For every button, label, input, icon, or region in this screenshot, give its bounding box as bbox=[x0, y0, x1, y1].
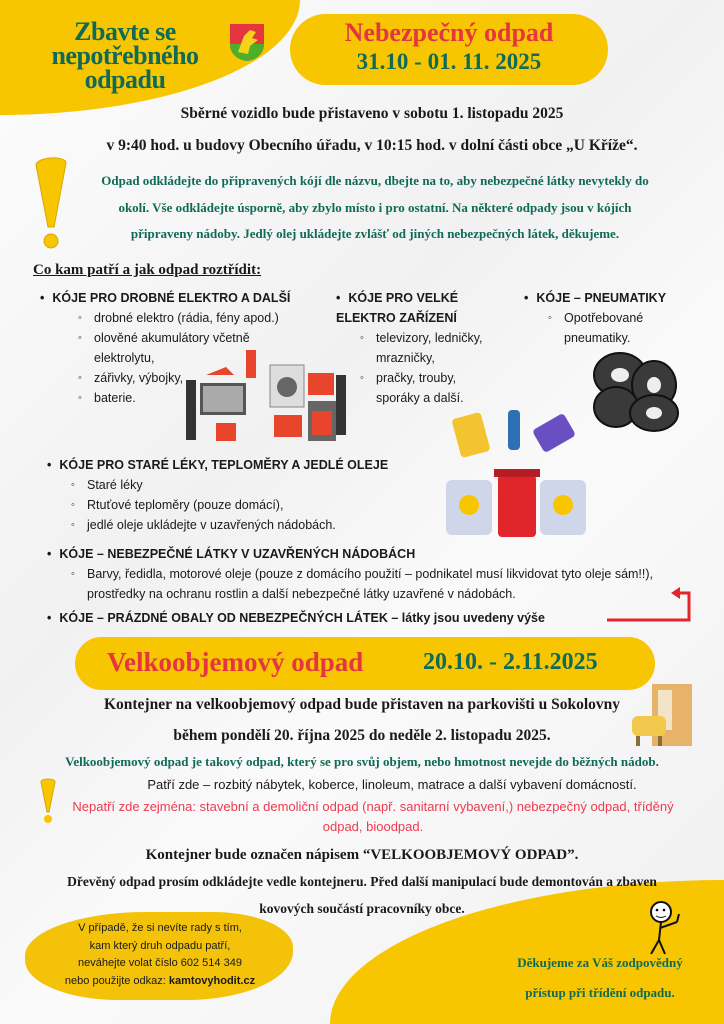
main-title bbox=[20, 17, 230, 94]
collection-line: Sběrné vozidlo bude přistaveno v sobotu 1. listopadu 2025 bbox=[180, 105, 564, 122]
sorting-heading: Co kam patří a jak odpad roztřídit: bbox=[33, 262, 262, 278]
notice-line: Odpad odkládejte do připravených kójí dle názvu, dbejte na to, aby nebezpečné látky nevytekly do bbox=[101, 173, 649, 188]
list-item: ◦ drobné elektro (rádia, fény apod.) bbox=[78, 308, 340, 328]
col-tires bbox=[524, 288, 714, 348]
help-link[interactable]: kamtovyhodit.cz bbox=[168, 974, 256, 987]
list-item: ◦ zářivky, výbojky, bbox=[78, 368, 340, 388]
thanks-line: Děkujeme za Váš zodpovědný bbox=[517, 955, 683, 970]
list-item: ◦ olověné akumulátory včetně elektrolytu, bbox=[78, 328, 278, 368]
bulky-belongs: Patří zde – rozbitý nábytek, koberce, linoleum, matrace a další vybavení domácností. bbox=[147, 777, 637, 792]
bin-title: • KÓJE – NEBEZPEČNÉ LÁTKY V UZAVŘENÝCH NÁDOBÁCH bbox=[47, 544, 687, 564]
list-item: ◦ Opotřebované pneumatiky. bbox=[548, 308, 668, 348]
help-line: kam který druh odpadu patří, bbox=[89, 939, 231, 952]
bin-title: • KÓJE PRO VELKÉ ELEKTRO ZAŘÍZENÍ bbox=[336, 288, 466, 328]
help-text bbox=[40, 920, 280, 990]
list-item: ◦ Barvy, ředidla, motorové oleje (pouze z domácího použití – podnikatel musí likvidovat tyto oleje sám!!), prostředky na ochranu rostlin a další nebezpečné látky uzavřené v nádobách. bbox=[71, 564, 671, 604]
title-line: odpadu bbox=[84, 65, 166, 94]
bulky-banner bbox=[75, 637, 655, 690]
title-line: Zbavte se bbox=[74, 17, 176, 46]
arrow-icon bbox=[605, 585, 695, 625]
list-item: ◦ televizory, ledničky, mrazničky, bbox=[360, 328, 505, 368]
bulky-definition: Velkoobjemový odpad je takový odpad, který se pro svůj objem, nebo hmotnost nevejde do běžných nádob. bbox=[65, 754, 659, 769]
hazardous-dates: 31.10 - 01. 11. 2025 bbox=[356, 49, 542, 74]
title-line: nepotřebného bbox=[51, 41, 199, 70]
bulky-title: Velkoobjemový odpad bbox=[107, 647, 364, 677]
bulky-line: Kontejner na velkoobjemový odpad bude přistaven na parkovišti u Sokolovny bbox=[103, 696, 621, 713]
hazardous-title: Nebezpečný odpad bbox=[344, 18, 554, 47]
notice-line: připraveny nádoby. Jedlý olej ukládejte zvlášť od jiných nebezpečných látek, děkujeme. bbox=[130, 226, 620, 241]
notice bbox=[60, 168, 690, 248]
list-item: ◦ pračky, trouby, sporáky a další. bbox=[360, 368, 490, 408]
bin-title-empty-containers: • KÓJE – PRÁZDNÉ OBALY OD NEBEZPEČNÝCH LÁTEK – látky jsou uvedeny výše bbox=[47, 608, 607, 628]
collection-line: v 9:40 hod. u budovy Obecního úřadu, v 10:15 hod. v dolní části obce „U Kříže“. bbox=[106, 137, 638, 154]
bin-title: • KÓJE PRO STARÉ LÉKY, TEPLOMĚRY A JEDLÉ OLEJE bbox=[47, 455, 467, 475]
bin-title: • KÓJE – PNEUMATIKY bbox=[524, 288, 714, 308]
exclamation-icon bbox=[38, 778, 58, 824]
coat-of-arms-icon bbox=[228, 22, 266, 62]
list-item: ◦ baterie. bbox=[78, 388, 340, 408]
tires-illustration bbox=[590, 345, 682, 433]
list-item: ◦ Staré léky bbox=[71, 475, 467, 495]
col-medicines bbox=[47, 455, 467, 535]
bulky-line: během pondělí 20. října 2025 do neděle 2. listopadu 2025. bbox=[173, 727, 551, 744]
bulky-dates: 20.10. - 2.11.2025 bbox=[423, 649, 598, 675]
bin-title: • KÓJE PRO DROBNÉ ELEKTRO A DALŠÍ bbox=[40, 288, 340, 308]
help-line: V případě, že si nevíte rady s tím, bbox=[78, 922, 242, 934]
hazardous-banner bbox=[290, 14, 608, 85]
col-large-electro bbox=[336, 288, 511, 408]
wood-line: kovových součástí pracovníky obce. bbox=[259, 901, 465, 916]
wood-line: Dřevěný odpad prosím odkládejte vedle kontejneru. Před další manipulací bude demontován a zbaven bbox=[67, 874, 657, 889]
thanks-line: přístup při třídění odpadu. bbox=[525, 985, 675, 1000]
list-item: ◦ Rtuťové teploměry (pouze domácí), bbox=[71, 495, 467, 515]
help-link-prefix: nebo použijte odkaz: bbox=[64, 974, 169, 987]
bulky-not-belongs: Nepatří zde zejména: stavební a demoliční odpad (např. sanitarní vybavení,) nebezpečný odpad, tříděný odpad, bioodpad. bbox=[72, 799, 674, 834]
thanks bbox=[480, 948, 720, 1008]
col-hazardous bbox=[47, 544, 687, 604]
notice-line: okolí. Vše odkládejte úsporně, aby zbylo místo i pro ostatní. Na některé odpady jsou v kójích bbox=[118, 199, 632, 215]
electronics-illustration bbox=[186, 345, 346, 443]
help-line: neváhejte volat číslo 602 514 349 bbox=[78, 957, 242, 969]
list-item: ◦ jedlé oleje ukládejte v uzavřených nádobách. bbox=[71, 515, 467, 535]
container-label: Kontejner bude označen nápisem “VELKOOBJEMOVÝ ODPAD”. bbox=[145, 847, 579, 863]
